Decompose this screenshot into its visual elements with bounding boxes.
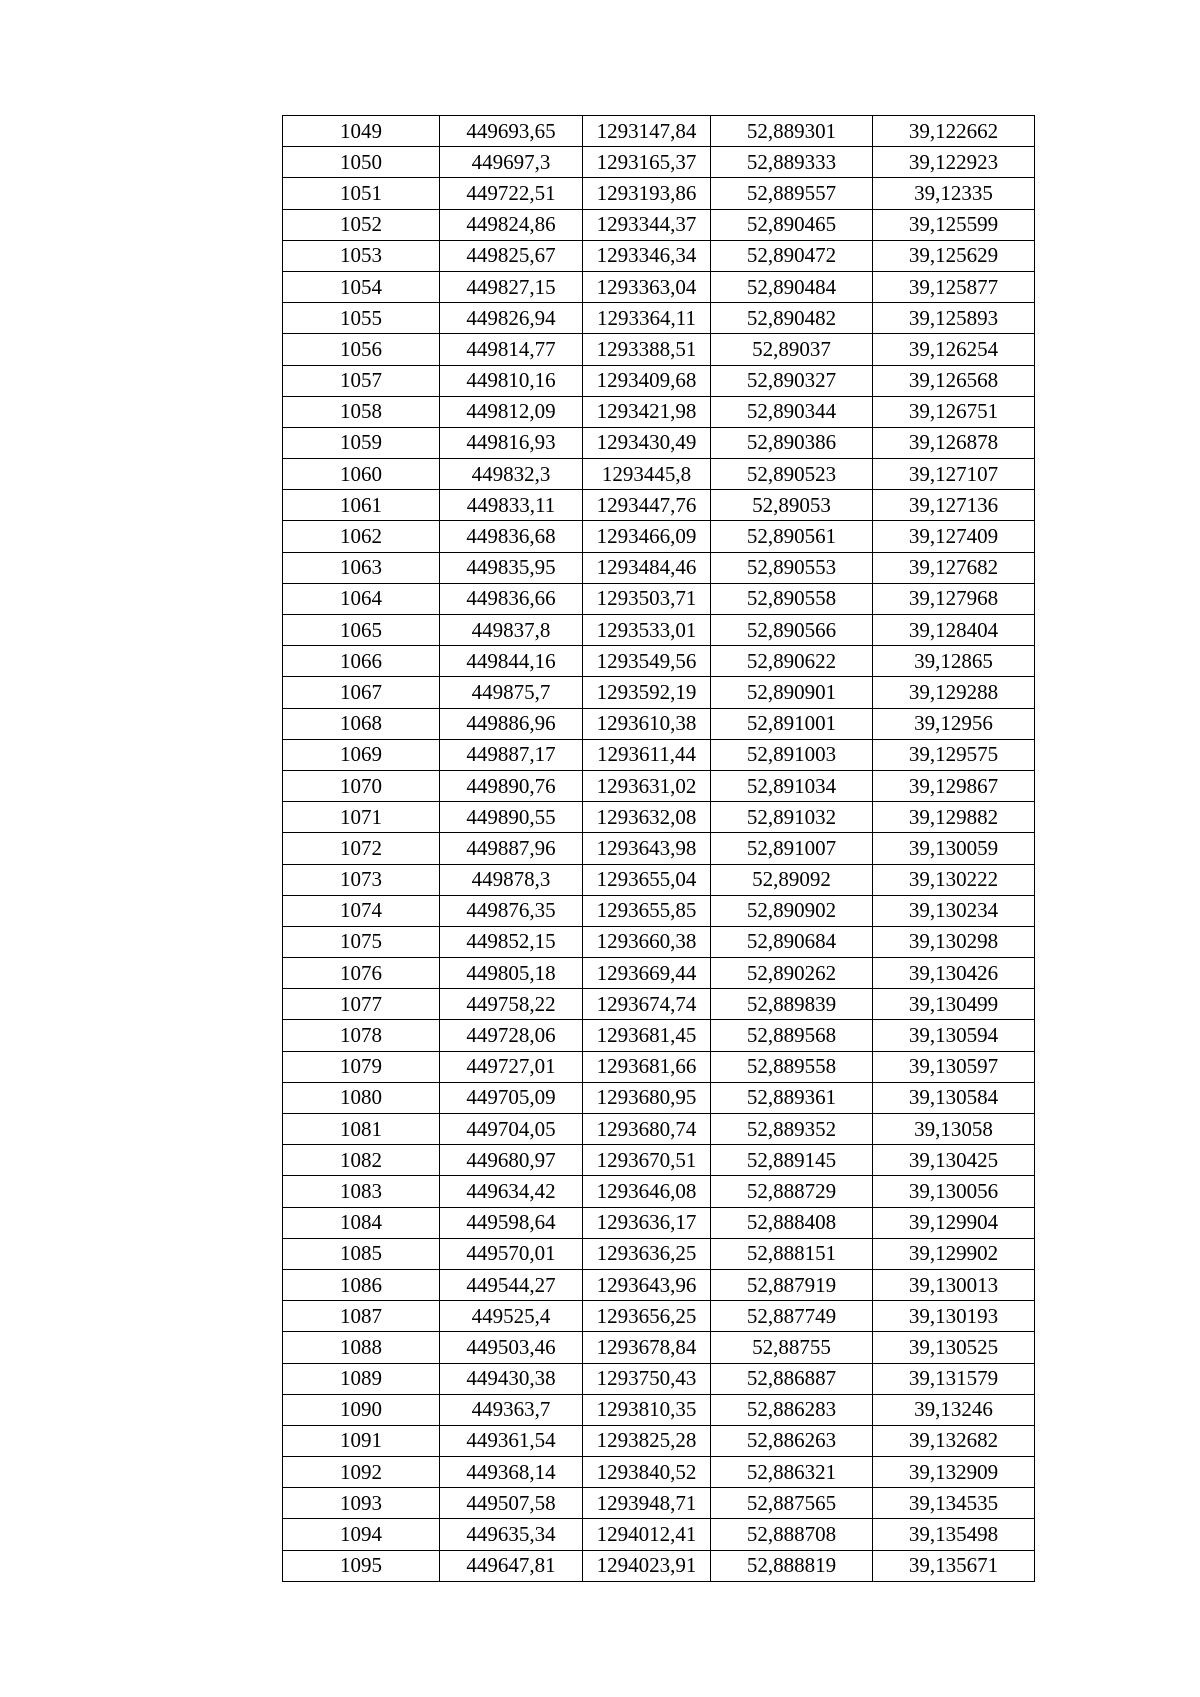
x-coordinate-cell: 449647,81: [440, 1550, 583, 1581]
table-row: [283, 521, 1035, 552]
x-coordinate-cell: 449705,09: [440, 1082, 583, 1113]
longitude-cell: 39,127409: [873, 521, 1035, 552]
longitude-cell: 39,130193: [873, 1301, 1035, 1332]
point-number-cell: 1059: [283, 427, 440, 458]
y-coordinate-cell: 1293660,38: [583, 926, 711, 957]
point-number-cell: 1080: [283, 1082, 440, 1113]
latitude-cell: 52,891034: [711, 770, 873, 801]
x-coordinate-cell: 449876,35: [440, 895, 583, 926]
longitude-cell: 39,129904: [873, 1207, 1035, 1238]
table-row: [283, 1082, 1035, 1113]
y-coordinate-cell: 1293678,84: [583, 1332, 711, 1363]
latitude-cell: 52,890901: [711, 677, 873, 708]
latitude-cell: 52,890386: [711, 427, 873, 458]
latitude-cell: 52,89037: [711, 334, 873, 365]
y-coordinate-cell: 1293646,08: [583, 1176, 711, 1207]
table-row: [283, 427, 1035, 458]
y-coordinate-cell: 1293681,45: [583, 1020, 711, 1051]
y-coordinate-cell: 1293670,51: [583, 1145, 711, 1176]
latitude-cell: 52,891007: [711, 833, 873, 864]
latitude-cell: 52,887919: [711, 1269, 873, 1300]
y-coordinate-cell: 1293669,44: [583, 958, 711, 989]
longitude-cell: 39,130525: [873, 1332, 1035, 1363]
y-coordinate-cell: 1293810,35: [583, 1394, 711, 1425]
table-row: [283, 1114, 1035, 1145]
table-row: [283, 209, 1035, 240]
latitude-cell: 52,890553: [711, 552, 873, 583]
y-coordinate-cell: 1293643,96: [583, 1269, 711, 1300]
y-coordinate-cell: 1293193,86: [583, 178, 711, 209]
y-coordinate-cell: 1293825,28: [583, 1425, 711, 1456]
latitude-cell: 52,891001: [711, 708, 873, 739]
point-number-cell: 1083: [283, 1176, 440, 1207]
latitude-cell: 52,89092: [711, 864, 873, 895]
point-number-cell: 1071: [283, 802, 440, 833]
table-row: [283, 116, 1035, 147]
table-row: [283, 1519, 1035, 1550]
table-row: [283, 1425, 1035, 1456]
latitude-cell: 52,891003: [711, 739, 873, 770]
longitude-cell: 39,129882: [873, 802, 1035, 833]
table-row: [283, 271, 1035, 302]
x-coordinate-cell: 449836,68: [440, 521, 583, 552]
point-number-cell: 1067: [283, 677, 440, 708]
point-number-cell: 1094: [283, 1519, 440, 1550]
y-coordinate-cell: 1293610,38: [583, 708, 711, 739]
longitude-cell: 39,12865: [873, 646, 1035, 677]
x-coordinate-cell: 449758,22: [440, 989, 583, 1020]
y-coordinate-cell: 1293636,25: [583, 1238, 711, 1269]
latitude-cell: 52,888708: [711, 1519, 873, 1550]
point-number-cell: 1075: [283, 926, 440, 957]
table-row: [283, 1332, 1035, 1363]
x-coordinate-cell: 449525,4: [440, 1301, 583, 1332]
latitude-cell: 52,887565: [711, 1488, 873, 1519]
longitude-cell: 39,130298: [873, 926, 1035, 957]
point-number-cell: 1072: [283, 833, 440, 864]
latitude-cell: 52,890484: [711, 271, 873, 302]
y-coordinate-cell: 1293655,85: [583, 895, 711, 926]
latitude-cell: 52,890566: [711, 615, 873, 646]
latitude-cell: 52,888819: [711, 1550, 873, 1581]
table-row: [283, 365, 1035, 396]
latitude-cell: 52,888729: [711, 1176, 873, 1207]
latitude-cell: 52,889839: [711, 989, 873, 1020]
table-row: [283, 1020, 1035, 1051]
y-coordinate-cell: 1293948,71: [583, 1488, 711, 1519]
point-number-cell: 1078: [283, 1020, 440, 1051]
latitude-cell: 52,889568: [711, 1020, 873, 1051]
y-coordinate-cell: 1293364,11: [583, 303, 711, 334]
longitude-cell: 39,126751: [873, 396, 1035, 427]
y-coordinate-cell: 1293484,46: [583, 552, 711, 583]
longitude-cell: 39,122662: [873, 116, 1035, 147]
x-coordinate-cell: 449693,65: [440, 116, 583, 147]
x-coordinate-cell: 449805,18: [440, 958, 583, 989]
longitude-cell: 39,130594: [873, 1020, 1035, 1051]
point-number-cell: 1086: [283, 1269, 440, 1300]
x-coordinate-cell: 449835,95: [440, 552, 583, 583]
longitude-cell: 39,129902: [873, 1238, 1035, 1269]
table-row: [283, 989, 1035, 1020]
x-coordinate-cell: 449634,42: [440, 1176, 583, 1207]
x-coordinate-cell: 449836,66: [440, 583, 583, 614]
x-coordinate-cell: 449570,01: [440, 1238, 583, 1269]
x-coordinate-cell: 449875,7: [440, 677, 583, 708]
point-number-cell: 1082: [283, 1145, 440, 1176]
table-row: [283, 334, 1035, 365]
latitude-cell: 52,888151: [711, 1238, 873, 1269]
y-coordinate-cell: 1293750,43: [583, 1363, 711, 1394]
point-number-cell: 1087: [283, 1301, 440, 1332]
table-row: [283, 1363, 1035, 1394]
y-coordinate-cell: 1294012,41: [583, 1519, 711, 1550]
longitude-cell: 39,130499: [873, 989, 1035, 1020]
y-coordinate-cell: 1293363,04: [583, 271, 711, 302]
y-coordinate-cell: 1293674,74: [583, 989, 711, 1020]
table-row: [283, 1301, 1035, 1332]
table-row: [283, 615, 1035, 646]
point-number-cell: 1056: [283, 334, 440, 365]
longitude-cell: 39,126254: [873, 334, 1035, 365]
y-coordinate-cell: 1294023,91: [583, 1550, 711, 1581]
point-number-cell: 1054: [283, 271, 440, 302]
x-coordinate-cell: 449368,14: [440, 1457, 583, 1488]
table-row: [283, 303, 1035, 334]
longitude-cell: 39,135671: [873, 1550, 1035, 1581]
point-number-cell: 1095: [283, 1550, 440, 1581]
longitude-cell: 39,135498: [873, 1519, 1035, 1550]
latitude-cell: 52,886321: [711, 1457, 873, 1488]
table-row: [283, 708, 1035, 739]
x-coordinate-cell: 449722,51: [440, 178, 583, 209]
longitude-cell: 39,125629: [873, 240, 1035, 271]
latitude-cell: 52,890344: [711, 396, 873, 427]
point-number-cell: 1061: [283, 490, 440, 521]
point-number-cell: 1058: [283, 396, 440, 427]
latitude-cell: 52,891032: [711, 802, 873, 833]
coordinates-table: [282, 115, 1035, 1582]
longitude-cell: 39,129867: [873, 770, 1035, 801]
x-coordinate-cell: 449814,77: [440, 334, 583, 365]
point-number-cell: 1057: [283, 365, 440, 396]
table-row: [283, 583, 1035, 614]
latitude-cell: 52,887749: [711, 1301, 873, 1332]
y-coordinate-cell: 1293680,74: [583, 1114, 711, 1145]
longitude-cell: 39,130426: [873, 958, 1035, 989]
y-coordinate-cell: 1293681,66: [583, 1051, 711, 1082]
x-coordinate-cell: 449890,76: [440, 770, 583, 801]
y-coordinate-cell: 1293656,25: [583, 1301, 711, 1332]
table-row: [283, 1457, 1035, 1488]
latitude-cell: 52,890684: [711, 926, 873, 957]
point-number-cell: 1090: [283, 1394, 440, 1425]
latitude-cell: 52,886283: [711, 1394, 873, 1425]
y-coordinate-cell: 1293445,8: [583, 459, 711, 490]
longitude-cell: 39,127136: [873, 490, 1035, 521]
y-coordinate-cell: 1293655,04: [583, 864, 711, 895]
latitude-cell: 52,88755: [711, 1332, 873, 1363]
y-coordinate-cell: 1293447,76: [583, 490, 711, 521]
latitude-cell: 52,886263: [711, 1425, 873, 1456]
y-coordinate-cell: 1293466,09: [583, 521, 711, 552]
longitude-cell: 39,125893: [873, 303, 1035, 334]
point-number-cell: 1050: [283, 147, 440, 178]
longitude-cell: 39,130425: [873, 1145, 1035, 1176]
point-number-cell: 1052: [283, 209, 440, 240]
latitude-cell: 52,89053: [711, 490, 873, 521]
point-number-cell: 1066: [283, 646, 440, 677]
table-row: [283, 490, 1035, 521]
x-coordinate-cell: 449544,27: [440, 1269, 583, 1300]
table-row: [283, 895, 1035, 926]
point-number-cell: 1092: [283, 1457, 440, 1488]
y-coordinate-cell: 1293631,02: [583, 770, 711, 801]
x-coordinate-cell: 449832,3: [440, 459, 583, 490]
y-coordinate-cell: 1293409,68: [583, 365, 711, 396]
point-number-cell: 1091: [283, 1425, 440, 1456]
x-coordinate-cell: 449827,15: [440, 271, 583, 302]
latitude-cell: 52,890561: [711, 521, 873, 552]
x-coordinate-cell: 449824,86: [440, 209, 583, 240]
point-number-cell: 1089: [283, 1363, 440, 1394]
x-coordinate-cell: 449430,38: [440, 1363, 583, 1394]
coordinates-table-body: [283, 116, 1035, 1582]
table-row: [283, 396, 1035, 427]
point-number-cell: 1088: [283, 1332, 440, 1363]
x-coordinate-cell: 449837,8: [440, 615, 583, 646]
latitude-cell: 52,890472: [711, 240, 873, 271]
x-coordinate-cell: 449852,15: [440, 926, 583, 957]
latitude-cell: 52,889352: [711, 1114, 873, 1145]
table-row: [283, 864, 1035, 895]
point-number-cell: 1051: [283, 178, 440, 209]
point-number-cell: 1062: [283, 521, 440, 552]
point-number-cell: 1049: [283, 116, 440, 147]
point-number-cell: 1070: [283, 770, 440, 801]
longitude-cell: 39,127682: [873, 552, 1035, 583]
y-coordinate-cell: 1293632,08: [583, 802, 711, 833]
latitude-cell: 52,890262: [711, 958, 873, 989]
y-coordinate-cell: 1293549,56: [583, 646, 711, 677]
longitude-cell: 39,134535: [873, 1488, 1035, 1519]
x-coordinate-cell: 449503,46: [440, 1332, 583, 1363]
point-number-cell: 1077: [283, 989, 440, 1020]
table-row: [283, 1488, 1035, 1519]
latitude-cell: 52,888408: [711, 1207, 873, 1238]
x-coordinate-cell: 449812,09: [440, 396, 583, 427]
latitude-cell: 52,890482: [711, 303, 873, 334]
x-coordinate-cell: 449361,54: [440, 1425, 583, 1456]
point-number-cell: 1085: [283, 1238, 440, 1269]
longitude-cell: 39,130056: [873, 1176, 1035, 1207]
latitude-cell: 52,889145: [711, 1145, 873, 1176]
point-number-cell: 1084: [283, 1207, 440, 1238]
table-row: [283, 1550, 1035, 1581]
y-coordinate-cell: 1293346,34: [583, 240, 711, 271]
y-coordinate-cell: 1293344,37: [583, 209, 711, 240]
table-row: [283, 1269, 1035, 1300]
point-number-cell: 1060: [283, 459, 440, 490]
longitude-cell: 39,130013: [873, 1269, 1035, 1300]
latitude-cell: 52,889361: [711, 1082, 873, 1113]
point-number-cell: 1074: [283, 895, 440, 926]
y-coordinate-cell: 1293840,52: [583, 1457, 711, 1488]
table-row: [283, 646, 1035, 677]
x-coordinate-cell: 449728,06: [440, 1020, 583, 1051]
x-coordinate-cell: 449878,3: [440, 864, 583, 895]
y-coordinate-cell: 1293592,19: [583, 677, 711, 708]
point-number-cell: 1081: [283, 1114, 440, 1145]
x-coordinate-cell: 449816,93: [440, 427, 583, 458]
x-coordinate-cell: 449825,67: [440, 240, 583, 271]
x-coordinate-cell: 449680,97: [440, 1145, 583, 1176]
y-coordinate-cell: 1293503,71: [583, 583, 711, 614]
table-row: [283, 770, 1035, 801]
point-number-cell: 1093: [283, 1488, 440, 1519]
point-number-cell: 1068: [283, 708, 440, 739]
longitude-cell: 39,129575: [873, 739, 1035, 770]
x-coordinate-cell: 449635,34: [440, 1519, 583, 1550]
table-row: [283, 833, 1035, 864]
y-coordinate-cell: 1293430,49: [583, 427, 711, 458]
y-coordinate-cell: 1293643,98: [583, 833, 711, 864]
table-row: [283, 1176, 1035, 1207]
table-row: [283, 552, 1035, 583]
x-coordinate-cell: 449890,55: [440, 802, 583, 833]
y-coordinate-cell: 1293421,98: [583, 396, 711, 427]
table-row: [283, 677, 1035, 708]
y-coordinate-cell: 1293611,44: [583, 739, 711, 770]
x-coordinate-cell: 449363,7: [440, 1394, 583, 1425]
table-row: [283, 1145, 1035, 1176]
latitude-cell: 52,889558: [711, 1051, 873, 1082]
point-number-cell: 1079: [283, 1051, 440, 1082]
table-row: [283, 802, 1035, 833]
longitude-cell: 39,12956: [873, 708, 1035, 739]
y-coordinate-cell: 1293533,01: [583, 615, 711, 646]
longitude-cell: 39,132682: [873, 1425, 1035, 1456]
point-number-cell: 1076: [283, 958, 440, 989]
latitude-cell: 52,889333: [711, 147, 873, 178]
longitude-cell: 39,125599: [873, 209, 1035, 240]
point-number-cell: 1063: [283, 552, 440, 583]
longitude-cell: 39,13058: [873, 1114, 1035, 1145]
longitude-cell: 39,125877: [873, 271, 1035, 302]
point-number-cell: 1073: [283, 864, 440, 895]
latitude-cell: 52,890558: [711, 583, 873, 614]
longitude-cell: 39,127968: [873, 583, 1035, 614]
longitude-cell: 39,122923: [873, 147, 1035, 178]
point-number-cell: 1053: [283, 240, 440, 271]
table-row: [283, 147, 1035, 178]
longitude-cell: 39,130597: [873, 1051, 1035, 1082]
latitude-cell: 52,890327: [711, 365, 873, 396]
point-number-cell: 1064: [283, 583, 440, 614]
x-coordinate-cell: 449886,96: [440, 708, 583, 739]
latitude-cell: 52,890523: [711, 459, 873, 490]
longitude-cell: 39,131579: [873, 1363, 1035, 1394]
longitude-cell: 39,132909: [873, 1457, 1035, 1488]
table-row: [283, 459, 1035, 490]
point-number-cell: 1055: [283, 303, 440, 334]
x-coordinate-cell: 449507,58: [440, 1488, 583, 1519]
y-coordinate-cell: 1293680,95: [583, 1082, 711, 1113]
latitude-cell: 52,890465: [711, 209, 873, 240]
table-row: [283, 1394, 1035, 1425]
x-coordinate-cell: 449887,96: [440, 833, 583, 864]
table-row: [283, 178, 1035, 209]
latitude-cell: 52,886887: [711, 1363, 873, 1394]
latitude-cell: 52,889301: [711, 116, 873, 147]
longitude-cell: 39,129288: [873, 677, 1035, 708]
point-number-cell: 1069: [283, 739, 440, 770]
y-coordinate-cell: 1293388,51: [583, 334, 711, 365]
table-row: [283, 1238, 1035, 1269]
x-coordinate-cell: 449887,17: [440, 739, 583, 770]
x-coordinate-cell: 449833,11: [440, 490, 583, 521]
longitude-cell: 39,13246: [873, 1394, 1035, 1425]
table-row: [283, 1051, 1035, 1082]
x-coordinate-cell: 449844,16: [440, 646, 583, 677]
latitude-cell: 52,890902: [711, 895, 873, 926]
table-row: [283, 739, 1035, 770]
longitude-cell: 39,127107: [873, 459, 1035, 490]
x-coordinate-cell: 449697,3: [440, 147, 583, 178]
latitude-cell: 52,889557: [711, 178, 873, 209]
longitude-cell: 39,130584: [873, 1082, 1035, 1113]
longitude-cell: 39,126878: [873, 427, 1035, 458]
longitude-cell: 39,130222: [873, 864, 1035, 895]
longitude-cell: 39,128404: [873, 615, 1035, 646]
table-row: [283, 1207, 1035, 1238]
y-coordinate-cell: 1293147,84: [583, 116, 711, 147]
y-coordinate-cell: 1293165,37: [583, 147, 711, 178]
table-row: [283, 958, 1035, 989]
x-coordinate-cell: 449810,16: [440, 365, 583, 396]
x-coordinate-cell: 449727,01: [440, 1051, 583, 1082]
longitude-cell: 39,126568: [873, 365, 1035, 396]
table-row: [283, 240, 1035, 271]
x-coordinate-cell: 449598,64: [440, 1207, 583, 1238]
y-coordinate-cell: 1293636,17: [583, 1207, 711, 1238]
latitude-cell: 52,890622: [711, 646, 873, 677]
x-coordinate-cell: 449826,94: [440, 303, 583, 334]
table-row: [283, 926, 1035, 957]
point-number-cell: 1065: [283, 615, 440, 646]
longitude-cell: 39,12335: [873, 178, 1035, 209]
longitude-cell: 39,130059: [873, 833, 1035, 864]
longitude-cell: 39,130234: [873, 895, 1035, 926]
x-coordinate-cell: 449704,05: [440, 1114, 583, 1145]
